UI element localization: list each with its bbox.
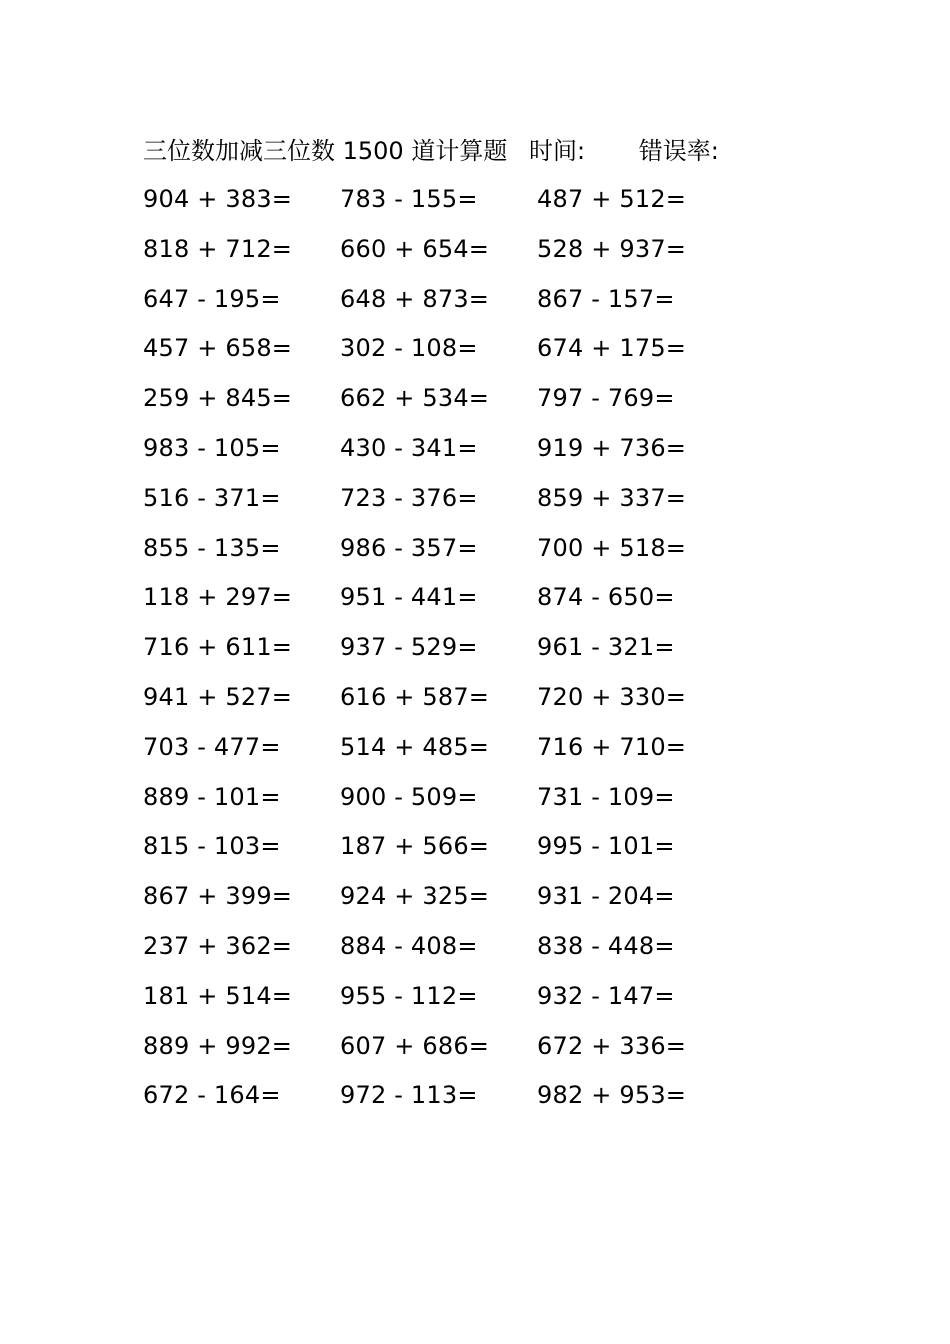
problem-item: 514 + 485= <box>340 732 490 761</box>
worksheet-header <box>143 133 719 169</box>
problem-row <box>143 729 743 779</box>
problem-row <box>143 928 743 978</box>
problem-item: 995 - 101= <box>537 832 675 861</box>
problem-item: 874 - 650= <box>537 583 675 612</box>
problem-item: 703 - 477= <box>143 732 281 761</box>
problem-item: 716 + 611= <box>143 633 293 662</box>
problem-row <box>143 530 743 580</box>
problem-item: 982 + 953= <box>537 1081 687 1110</box>
problem-item: 259 + 845= <box>143 384 293 413</box>
problem-item: 838 - 448= <box>537 931 675 960</box>
problem-item: 972 - 113= <box>340 1081 478 1110</box>
problem-row <box>143 181 743 231</box>
error-rate-label: 错误率: <box>638 137 719 165</box>
problem-row <box>143 231 743 281</box>
problem-row <box>143 380 743 430</box>
problem-item: 118 + 297= <box>143 583 293 612</box>
problem-item: 672 + 336= <box>537 1031 687 1060</box>
problem-item: 648 + 873= <box>340 284 490 313</box>
problem-item: 516 - 371= <box>143 483 281 512</box>
problem-item: 783 - 155= <box>340 185 478 213</box>
problem-item: 723 - 376= <box>340 483 478 512</box>
problem-item: 986 - 357= <box>340 533 478 562</box>
problem-item: 904 + 383= <box>143 185 293 213</box>
problem-item: 797 - 769= <box>537 384 675 413</box>
problem-row <box>143 629 743 679</box>
problem-row <box>143 430 743 480</box>
problem-item: 924 + 325= <box>340 882 490 911</box>
problem-item: 302 - 108= <box>340 334 478 363</box>
problem-item: 818 + 712= <box>143 234 293 263</box>
problem-item: 867 + 399= <box>143 882 293 911</box>
problem-item: 900 - 509= <box>340 782 478 811</box>
problem-item: 720 + 330= <box>537 682 687 711</box>
problem-row <box>143 579 743 629</box>
problem-item: 700 + 518= <box>537 533 687 562</box>
problem-row <box>143 330 743 380</box>
problem-item: 859 + 337= <box>537 483 687 512</box>
problem-item: 616 + 587= <box>340 682 490 711</box>
problem-item: 919 + 736= <box>537 433 687 462</box>
problem-item: 181 + 514= <box>143 981 293 1010</box>
problem-row <box>143 480 743 530</box>
problem-item: 731 - 109= <box>537 782 675 811</box>
problem-item: 931 - 204= <box>537 882 675 911</box>
problem-item: 867 - 157= <box>537 284 675 313</box>
problem-item: 961 - 321= <box>537 633 675 662</box>
problem-grid <box>143 181 743 1127</box>
problem-item: 487 + 512= <box>537 185 687 213</box>
worksheet-title: 三位数加减三位数 1500 道计算题 <box>143 137 508 165</box>
problem-row <box>143 679 743 729</box>
problem-item: 660 + 654= <box>340 234 490 263</box>
problem-item: 937 - 529= <box>340 633 478 662</box>
problem-item: 607 + 686= <box>340 1031 490 1060</box>
problem-row <box>143 779 743 829</box>
problem-row <box>143 1077 743 1127</box>
problem-item: 662 + 534= <box>340 384 490 413</box>
problem-item: 457 + 658= <box>143 334 293 363</box>
problem-row <box>143 978 743 1028</box>
problem-item: 237 + 362= <box>143 931 293 960</box>
problem-row <box>143 281 743 331</box>
problem-item: 430 - 341= <box>340 433 478 462</box>
problem-row <box>143 878 743 928</box>
problem-item: 884 - 408= <box>340 931 478 960</box>
problem-item: 932 - 147= <box>537 981 675 1010</box>
problem-row <box>143 828 743 878</box>
problem-item: 647 - 195= <box>143 284 281 313</box>
problem-item: 955 - 112= <box>340 981 478 1010</box>
problem-item: 674 + 175= <box>537 334 687 363</box>
problem-item: 983 - 105= <box>143 433 281 462</box>
problem-item: 941 + 527= <box>143 682 293 711</box>
problem-item: 889 - 101= <box>143 782 281 811</box>
problem-item: 889 + 992= <box>143 1031 293 1060</box>
problem-item: 672 - 164= <box>143 1081 281 1110</box>
problem-item: 528 + 937= <box>537 234 687 263</box>
problem-item: 716 + 710= <box>537 732 687 761</box>
problem-item: 951 - 441= <box>340 583 478 612</box>
problem-item: 187 + 566= <box>340 832 490 861</box>
time-label: 时间: <box>528 137 586 165</box>
problem-item: 815 - 103= <box>143 832 281 861</box>
problem-row <box>143 1028 743 1078</box>
problem-item: 855 - 135= <box>143 533 281 562</box>
